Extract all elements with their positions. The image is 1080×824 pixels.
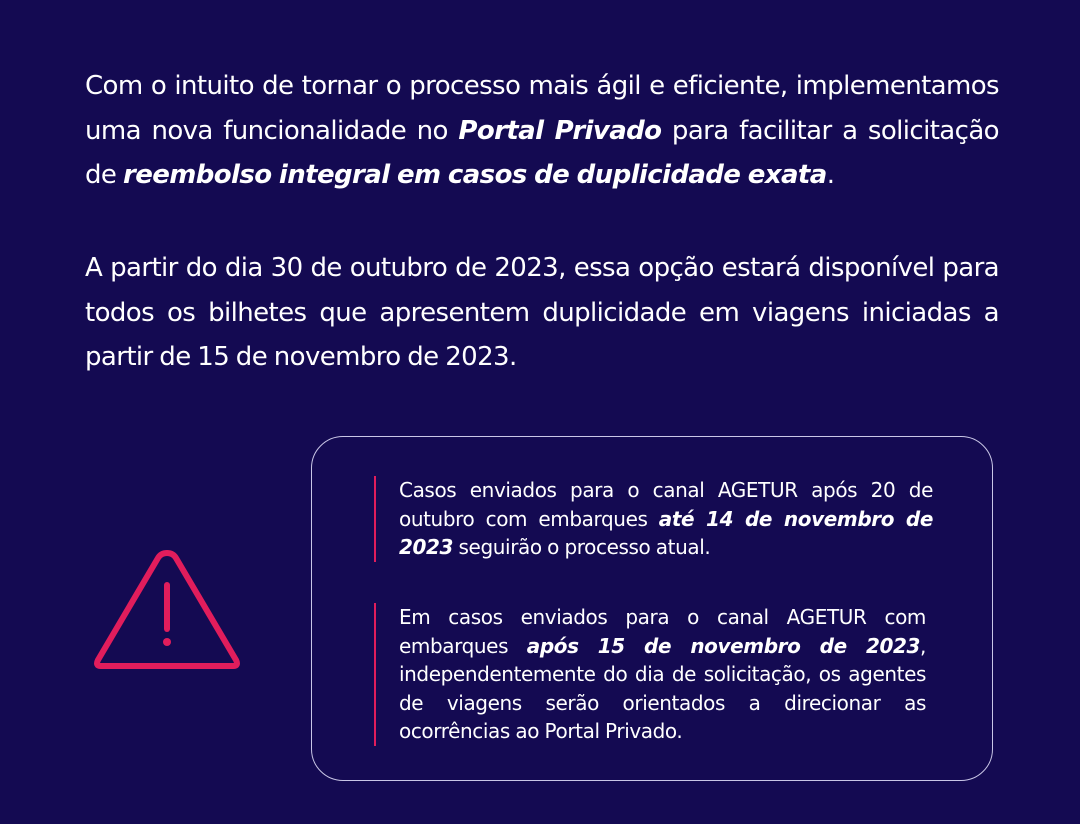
intro-paragraph: [85, 64, 999, 198]
note1-text-before: Casos enviados para o canal AGETUR após 20 de outubro com embarques: [399, 478, 933, 531]
intro-text-3: .: [826, 160, 835, 190]
note1-date-highlight: até 14 de novembro de 2023: [399, 506, 933, 559]
note2-date-highlight: após 15 de novembro de 2023: [526, 633, 921, 658]
note1-text-after: seguirão o processo atual.: [453, 535, 711, 559]
note2-text-before: Em casos enviados para o canal AGETUR com embarques: [399, 605, 926, 658]
warning-icon: [92, 547, 242, 672]
note2-text-after: , independentemente do dia de solicitação, os agentes de viagens serão orientados a direcionar as ocorrências ao Portal Privado.: [399, 633, 926, 743]
notice-item-portal-redirect: [374, 603, 926, 746]
intro-text-1: Com o intuito de tornar o processo mais ágil e eficiente, implementamos uma nova funcionalidade no: [85, 71, 999, 146]
notice-item-current-process: [374, 476, 933, 562]
intro-text-2: para facilitar a solicitação de: [85, 115, 999, 190]
availability-paragraph: A partir do dia 30 de outubro de 2023, essa opção estará disponível para todos os bilhetes que apresentem duplicidade em viagens iniciadas a partir de 15 de novembro de 2023.: [85, 253, 999, 372]
refund-highlight: reembolso integral em casos de duplicidade exata: [122, 160, 827, 190]
portal-name: Portal Privado: [458, 115, 662, 146]
